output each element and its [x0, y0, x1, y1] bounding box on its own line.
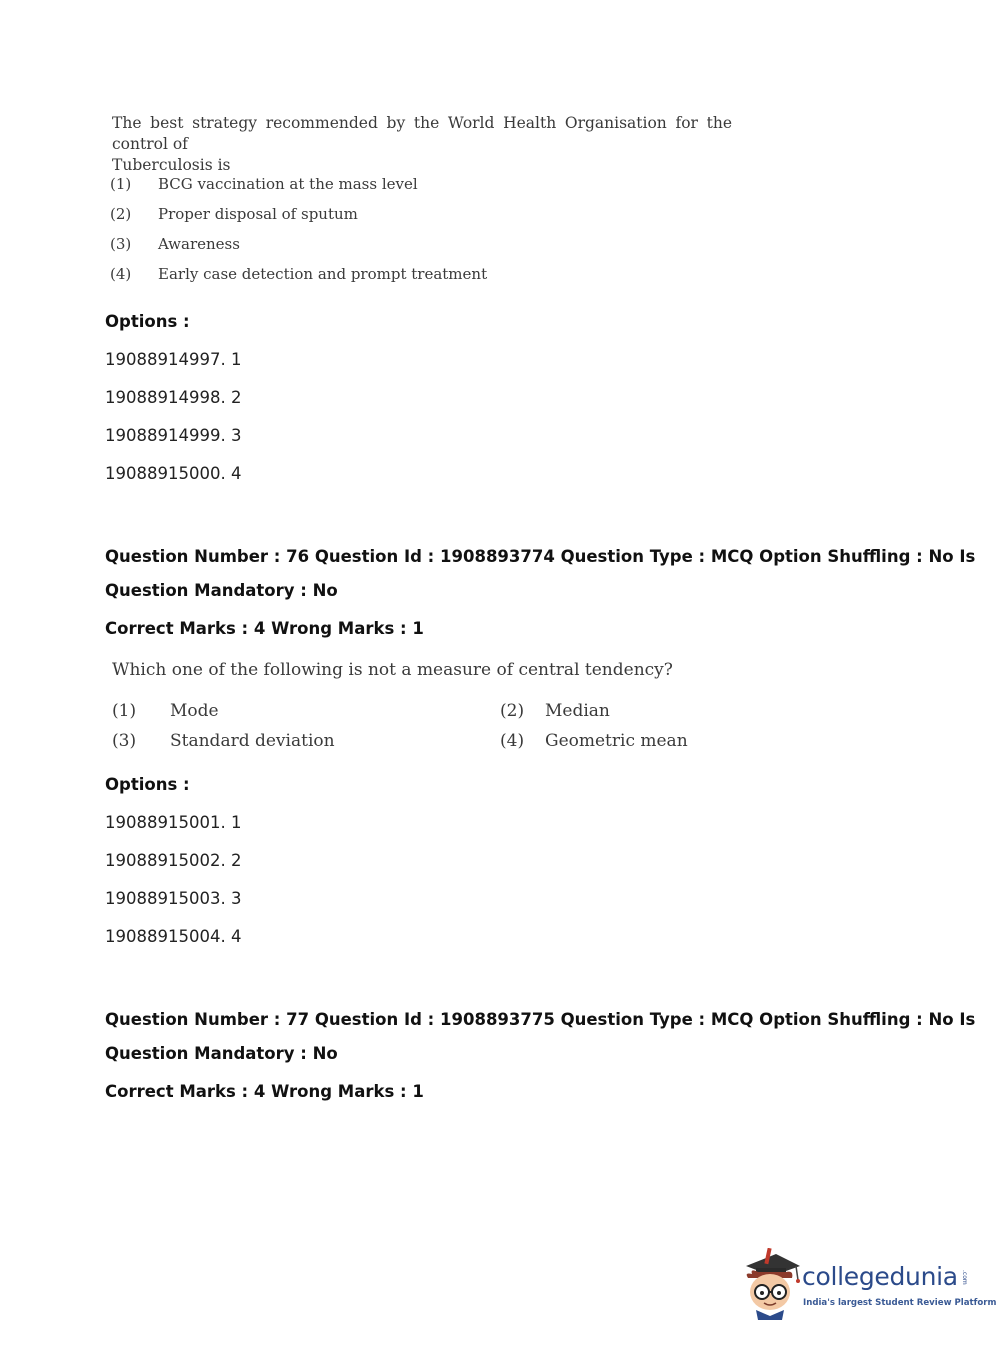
question-header: Question Number : 77 Question Id : 1908893775 Question Type : MCQ Option Shuffling : No Is	[105, 1010, 976, 1029]
answer-choice	[112, 699, 219, 723]
choice-number: (1)	[110, 175, 132, 193]
question-mandatory: Question Mandatory : No	[105, 1044, 338, 1063]
option-id: 19088914997. 1	[105, 350, 242, 369]
choice-text: Geometric mean	[545, 731, 688, 751]
choice-number: (4)	[110, 265, 132, 283]
question-mandatory: Question Mandatory : No	[105, 581, 338, 600]
choice-number: (2)	[500, 701, 525, 721]
choice-text: Mode	[170, 701, 219, 721]
brand-suffix: .com	[961, 1270, 968, 1285]
mascot-with-graduation-cap-icon	[742, 1248, 804, 1328]
choice-number: (3)	[112, 731, 137, 751]
answer-choice	[500, 699, 610, 723]
option-id: 19088914999. 3	[105, 426, 242, 445]
option-id: 19088914998. 2	[105, 388, 242, 407]
choice-text: Median	[545, 701, 610, 721]
choice-number: (3)	[110, 235, 132, 253]
brand-name: collegedunia	[802, 1262, 958, 1291]
options-heading: Options :	[105, 312, 190, 331]
question-marks: Correct Marks : 4 Wrong Marks : 1	[105, 1082, 424, 1101]
question-stem: The best strategy recommended by the World Health Organisation for the control of Tuberculosis is	[112, 114, 732, 174]
option-id: 19088915000. 4	[105, 464, 242, 483]
options-heading: Options :	[105, 775, 190, 794]
option-id: 19088915002. 2	[105, 851, 242, 870]
option-id: 19088915004. 4	[105, 927, 242, 946]
choice-number: (2)	[110, 205, 132, 223]
option-id: 19088915003. 3	[105, 889, 242, 908]
choice-text: Awareness	[158, 235, 240, 253]
question-marks: Correct Marks : 4 Wrong Marks : 1	[105, 619, 424, 638]
answer-choice	[112, 729, 335, 753]
answer-choice	[500, 729, 688, 753]
choice-number: (4)	[500, 731, 525, 751]
choice-text: Proper disposal of sputum	[158, 205, 358, 223]
choice-number: (1)	[112, 701, 137, 721]
collegedunia-logo	[742, 1248, 997, 1328]
choice-text: Standard deviation	[170, 731, 335, 751]
choice-text: Early case detection and prompt treatment	[158, 265, 488, 283]
question-stem: Which one of the following is not a measure of central tendency?	[112, 660, 673, 680]
option-id: 19088915001. 1	[105, 813, 242, 832]
question-header: Question Number : 76 Question Id : 1908893774 Question Type : MCQ Option Shuffling : No Is	[105, 547, 976, 566]
brand-tagline: India's largest Student Review Platform	[803, 1298, 997, 1308]
choice-text: BCG vaccination at the mass level	[158, 175, 418, 193]
